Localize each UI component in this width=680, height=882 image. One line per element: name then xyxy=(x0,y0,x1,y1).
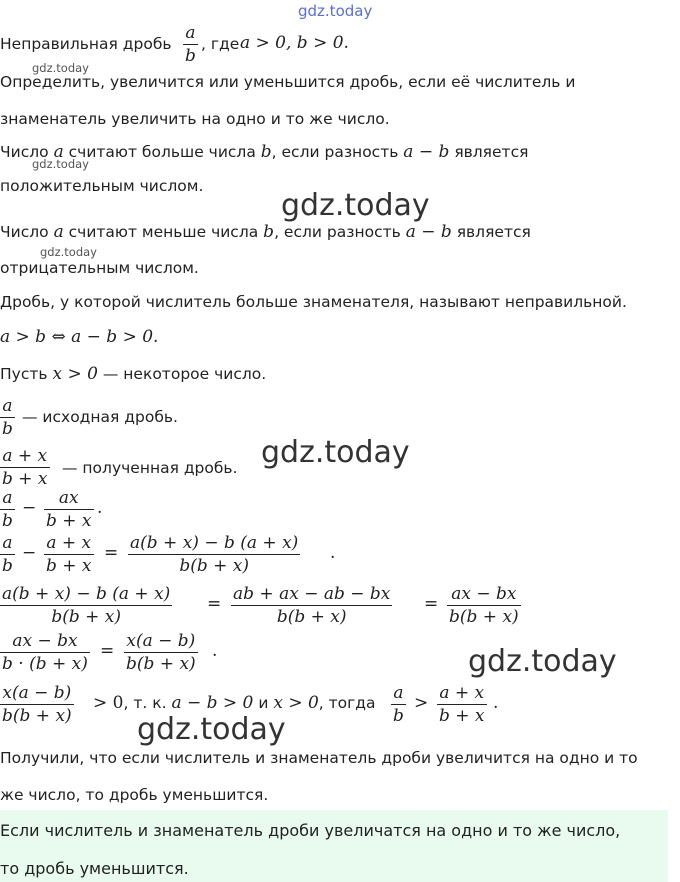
original-fraction: $\frac{a}{b}$ xyxy=(2,396,13,439)
equivalence-math: a > b ⇔ a − b > 0. xyxy=(0,327,159,347)
step3-f2: $\frac{x(a - b)}{b(b + x)}$ xyxy=(126,631,196,674)
step4-f2: $\frac{a}{b}$ xyxy=(393,683,404,726)
original-fraction-label: — исходная дробь. xyxy=(22,408,178,426)
definition-greater-end: положительным числом. xyxy=(0,177,204,195)
let-x: Пусть x > 0 — некоторое число. xyxy=(0,364,267,384)
step2-f2: $\frac{ab + ax - ab - bx}{b(b + x)}$ xyxy=(233,584,391,627)
answer-box xyxy=(0,810,668,882)
conclusion-line-1: Получили, что если числитель и знаменатель дроби увеличится на одно и то xyxy=(0,749,638,767)
period: . xyxy=(330,543,336,563)
watermark-small: gdz.today xyxy=(32,157,89,171)
minus-sign: − xyxy=(22,543,37,563)
answer-line-1: Если числитель и знаменатель дроби увеличатся на одно и то же число, xyxy=(0,821,621,840)
difference-left: $\frac{a}{b}$ xyxy=(2,488,13,531)
conclusion-line-2: же число, то дробь уменьшится. xyxy=(0,786,269,804)
definition-less: Число a считают меньше числа b, если разность a − b является xyxy=(0,222,531,242)
step4-f1: $\frac{x(a - b)}{b(b + x)}$ xyxy=(2,683,72,726)
watermark-top: gdz.today xyxy=(298,2,373,20)
watermark-big: gdz.today xyxy=(261,435,410,470)
step2-f3: $\frac{ax - bx}{b(b + x)}$ xyxy=(449,584,519,627)
definition-greater: Число a считают больше числа b, если разность a − b является xyxy=(0,142,529,162)
condition-math: a > 0, b > 0. xyxy=(240,33,349,53)
question-line-2: знаменатель увеличить на одно и то же число. xyxy=(0,110,390,128)
period: . xyxy=(212,641,218,661)
definition-less-end: отрицательным числом. xyxy=(0,259,199,277)
step1-f3: $\frac{a(b + x) - b (a + x)}{b(b + x)}$ xyxy=(130,533,299,576)
difference-right: $\frac{ax}{b + x}$ xyxy=(46,488,92,531)
intro-text: Неправильная дробь xyxy=(0,35,172,53)
step1-f2: $\frac{a + x}{b + x}$ xyxy=(46,533,92,576)
answer-line-2: то дробь уменьшится. xyxy=(0,859,189,878)
fraction-a-over-b: $\frac{a}{b}$ xyxy=(185,23,196,66)
watermark-small: gdz.today xyxy=(40,245,97,259)
step2-f1: $\frac{a(b + x) - b (a + x)}{b(b + x)}$ xyxy=(2,584,171,627)
step4-f3: $\frac{a + x}{b + x}$ xyxy=(439,683,485,726)
period: . xyxy=(493,693,499,713)
equals-sign: = xyxy=(100,641,115,661)
step1-f1: $\frac{a}{b}$ xyxy=(2,533,13,576)
period: . xyxy=(97,498,103,518)
conclusion-condition: > 0, т. к. a − b > 0 и x > 0, тогда xyxy=(93,693,376,713)
intro-tail: , где xyxy=(201,35,240,53)
watermark-big: gdz.today xyxy=(137,712,286,747)
watermark-big: gdz.today xyxy=(281,188,430,223)
step3-f1: $\frac{ax - bx}{b \cdot (b + x)}$ xyxy=(2,631,88,674)
watermark-small: gdz.today xyxy=(32,61,89,75)
new-fraction: $\frac{a + x}{b + x}$ xyxy=(2,446,48,489)
minus-sign: − xyxy=(22,498,37,518)
question-line-1: Определить, увеличится или уменьшится дробь, если её числитель и xyxy=(0,73,576,91)
improper-fraction-definition: Дробь, у которой числитель больше знаменателя, называют неправильной. xyxy=(0,293,627,311)
equals-sign: = xyxy=(207,594,222,614)
equals-sign: = xyxy=(104,543,119,563)
watermark-big: gdz.today xyxy=(468,644,617,679)
new-fraction-label: — полученная дробь. xyxy=(62,459,238,477)
greater-sign: > xyxy=(414,693,429,713)
equals-sign: = xyxy=(424,594,439,614)
